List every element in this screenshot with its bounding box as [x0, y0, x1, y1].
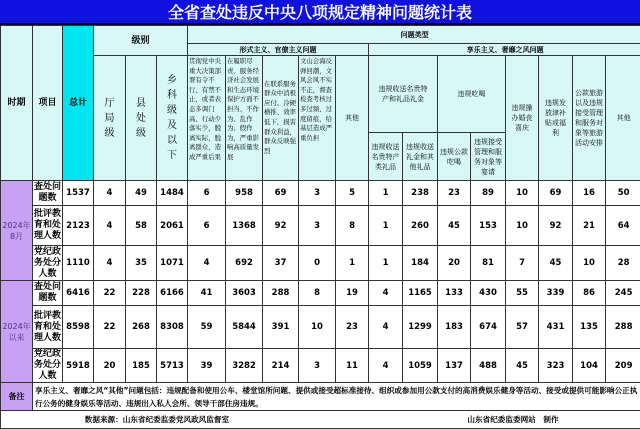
value-cell: 6	[188, 206, 226, 246]
header-formalism-3: 在联系服务群众中消极应付、冷硬横推、效率低下，损害群众利益，群众反映强烈	[263, 56, 299, 181]
value-cell: 4	[369, 281, 403, 306]
table-row	[1, 181, 640, 206]
value-cell: 23	[438, 181, 471, 206]
value-cell: 260	[403, 206, 438, 246]
header-formalism: 形式主义、官僚主义问题	[188, 44, 369, 56]
value-cell: 1	[336, 246, 369, 281]
value-cell: 4	[94, 206, 126, 246]
value-cell: 69	[263, 181, 299, 206]
value-cell: 958	[226, 181, 263, 206]
item-label: 批评教育和处理人数	[33, 306, 63, 349]
header-formalism-4: 文山会海反弹回潮，文风会风不实不正，督查检查考核过多过频、过度留痕，给基层造成严重负担	[299, 56, 336, 181]
value-cell: 6	[188, 181, 226, 206]
header-allowances: 违规发放津补贴或福利	[539, 56, 573, 181]
header-formalism-1: 贯彻党中央重大决策部署有令不行、有禁不止，或者表态多调门高、行动少落实少，脱离实际，脱离群众，造成严重后果	[188, 56, 226, 181]
value-cell: 89	[471, 181, 506, 206]
value-cell: 37	[263, 246, 299, 281]
value-cell: 35	[126, 246, 157, 281]
value-cell: 1071	[157, 246, 188, 281]
value-cell: 8	[299, 281, 336, 306]
value-cell: 81	[471, 246, 506, 281]
value-cell: 3	[299, 181, 336, 206]
value-cell: 2061	[157, 206, 188, 246]
value-cell: 50	[606, 181, 640, 206]
value-cell: 49	[126, 181, 157, 206]
header-gifts-specialty: 违规收送名贵特产类礼品	[369, 133, 403, 181]
value-cell: 1299	[403, 306, 438, 349]
value-cell: 104	[573, 349, 606, 383]
item-label: 党纪政务处分人数	[33, 349, 63, 383]
header-weddings: 违规操办婚丧喜庆	[506, 56, 539, 181]
value-cell: 69	[539, 181, 573, 206]
value-cell: 92	[539, 206, 573, 246]
footer-source: 数据来源：山东省纪委监委党风政风监督室	[85, 414, 465, 425]
value-cell: 0	[299, 246, 336, 281]
item-label: 查处问题数	[33, 281, 63, 306]
value-cell: 1059	[403, 349, 438, 383]
value-cell: 1	[369, 181, 403, 206]
note-label: 备注	[1, 383, 33, 411]
value-cell: 5	[336, 181, 369, 206]
value-cell: 39	[188, 349, 226, 383]
value-cell: 21	[573, 206, 606, 246]
header-hedonism: 享乐主义、奢靡之风问题	[369, 44, 640, 56]
value-cell: 4	[369, 306, 403, 349]
value-cell: 4	[94, 181, 126, 206]
value-cell: 288	[606, 306, 640, 349]
value-cell: 3	[299, 206, 336, 246]
value-cell: 8	[336, 206, 369, 246]
item-label: 查处问题数	[33, 181, 63, 206]
value-cell: 19	[336, 281, 369, 306]
value-cell: 10	[506, 181, 539, 206]
value-cell: 209	[606, 349, 640, 383]
item-label: 党纪政务处分人数	[33, 246, 63, 281]
footer	[1, 411, 640, 429]
value-cell: 430	[471, 281, 506, 306]
value-cell: 59	[188, 306, 226, 349]
statistics-table	[0, 25, 640, 429]
header-level-county: 县处级	[126, 56, 157, 181]
value-cell: 1484	[157, 181, 188, 206]
value-cell: 4	[369, 349, 403, 383]
header-level-department: 厅局级	[94, 56, 126, 181]
note-text: 享乐主义、奢靡之风“其他”问题包括：违规配备和使用公车、楼堂馆所问题、提供或接受超标准接待、组织或参加用公款支付的高消费娱乐健身等活动、接受或提供可能影响公正执行公务的健身娱乐等活动、违规出入私人会所、领导干部住房违规。	[33, 383, 640, 411]
value-cell: 6416	[63, 281, 94, 306]
value-cell: 3282	[226, 349, 263, 383]
value-cell: 4	[94, 246, 126, 281]
period-label: 2024年8月	[1, 181, 33, 281]
value-cell: 184	[403, 246, 438, 281]
header-item: 项目	[33, 26, 63, 181]
value-cell: 8308	[157, 306, 188, 349]
value-cell: 488	[471, 349, 506, 383]
footer-producer: 山东省纪委监委网站 制作	[467, 414, 617, 425]
value-cell: 135	[573, 306, 606, 349]
value-cell: 339	[539, 281, 573, 306]
table-row	[1, 246, 640, 281]
value-cell: 16	[573, 181, 606, 206]
value-cell: 20	[94, 349, 126, 383]
value-cell: 8598	[63, 306, 94, 349]
value-cell: 45	[438, 206, 471, 246]
header-dining: 违规吃喝	[438, 56, 506, 133]
table-title: 全省查处违反中央八项规定精神问题统计表	[0, 0, 640, 25]
value-cell: 3603	[226, 281, 263, 306]
period-label: 2024年以来	[1, 281, 33, 383]
value-cell: 323	[539, 349, 573, 383]
header-problem-type: 问题类型	[188, 26, 640, 44]
value-cell: 238	[403, 181, 438, 206]
header-hedonism-other: 其他	[606, 56, 640, 181]
value-cell: 674	[471, 306, 506, 349]
value-cell: 7	[506, 246, 539, 281]
value-cell: 431	[539, 306, 573, 349]
header-level-township: 乡科级及以下	[157, 56, 188, 181]
value-cell: 11	[336, 349, 369, 383]
value-cell: 45	[539, 246, 573, 281]
value-cell: 5918	[63, 349, 94, 383]
header-level: 级别	[94, 26, 188, 56]
value-cell: 1	[369, 206, 403, 246]
table-row	[1, 206, 640, 246]
value-cell: 28	[606, 246, 640, 281]
value-cell: 64	[606, 206, 640, 246]
value-cell: 22	[94, 306, 126, 349]
header-formalism-other: 其他	[336, 56, 369, 181]
value-cell: 1	[369, 246, 403, 281]
header-period: 时期	[1, 26, 33, 181]
value-cell: 692	[226, 246, 263, 281]
value-cell: 183	[438, 306, 471, 349]
value-cell: 86	[573, 281, 606, 306]
value-cell: 391	[263, 306, 299, 349]
value-cell: 5844	[226, 306, 263, 349]
header-dining-banquet: 违规接受管理和服务对象等宴请	[471, 133, 506, 181]
value-cell: 57	[506, 306, 539, 349]
value-cell: 92	[263, 206, 299, 246]
value-cell: 3	[299, 349, 336, 383]
value-cell: 23	[336, 306, 369, 349]
value-cell: 214	[263, 349, 299, 383]
table-row	[1, 306, 640, 349]
value-cell: 45	[506, 349, 539, 383]
header-formalism-2: 在履职尽责、服务经济社会发展和生态环境保护方面不担当、不作为、乱作为、假作为，严重影响高质量发展	[226, 56, 263, 181]
value-cell: 4	[188, 246, 226, 281]
value-cell: 1110	[63, 246, 94, 281]
header-gifts-money: 违规收送礼金和其他礼品	[403, 133, 438, 181]
value-cell: 5713	[157, 349, 188, 383]
value-cell: 10	[299, 306, 336, 349]
item-label: 批评教育和处理人数	[33, 206, 63, 246]
value-cell: 58	[126, 206, 157, 246]
value-cell: 2123	[63, 206, 94, 246]
value-cell: 6166	[157, 281, 188, 306]
value-cell: 228	[126, 281, 157, 306]
value-cell: 1368	[226, 206, 263, 246]
value-cell: 185	[126, 349, 157, 383]
value-cell: 10	[573, 246, 606, 281]
value-cell: 268	[126, 306, 157, 349]
value-cell: 10	[506, 206, 539, 246]
table-row	[1, 349, 640, 383]
value-cell: 41	[188, 281, 226, 306]
value-cell: 1537	[63, 181, 94, 206]
value-cell: 288	[263, 281, 299, 306]
value-cell: 137	[438, 349, 471, 383]
header-travel: 公款旅游以及违规接受管理和服务对象等旅游活动安排	[573, 56, 606, 181]
table-row	[1, 281, 640, 306]
value-cell: 22	[94, 281, 126, 306]
value-cell: 55	[506, 281, 539, 306]
header-total: 总计	[63, 26, 94, 181]
value-cell: 20	[438, 246, 471, 281]
header-gifts: 违规收送名贵特产和礼品礼金	[369, 56, 438, 133]
value-cell: 153	[471, 206, 506, 246]
value-cell: 1165	[403, 281, 438, 306]
value-cell: 245	[606, 281, 640, 306]
header-dining-public: 违规公款吃喝	[438, 133, 471, 181]
value-cell: 133	[438, 281, 471, 306]
